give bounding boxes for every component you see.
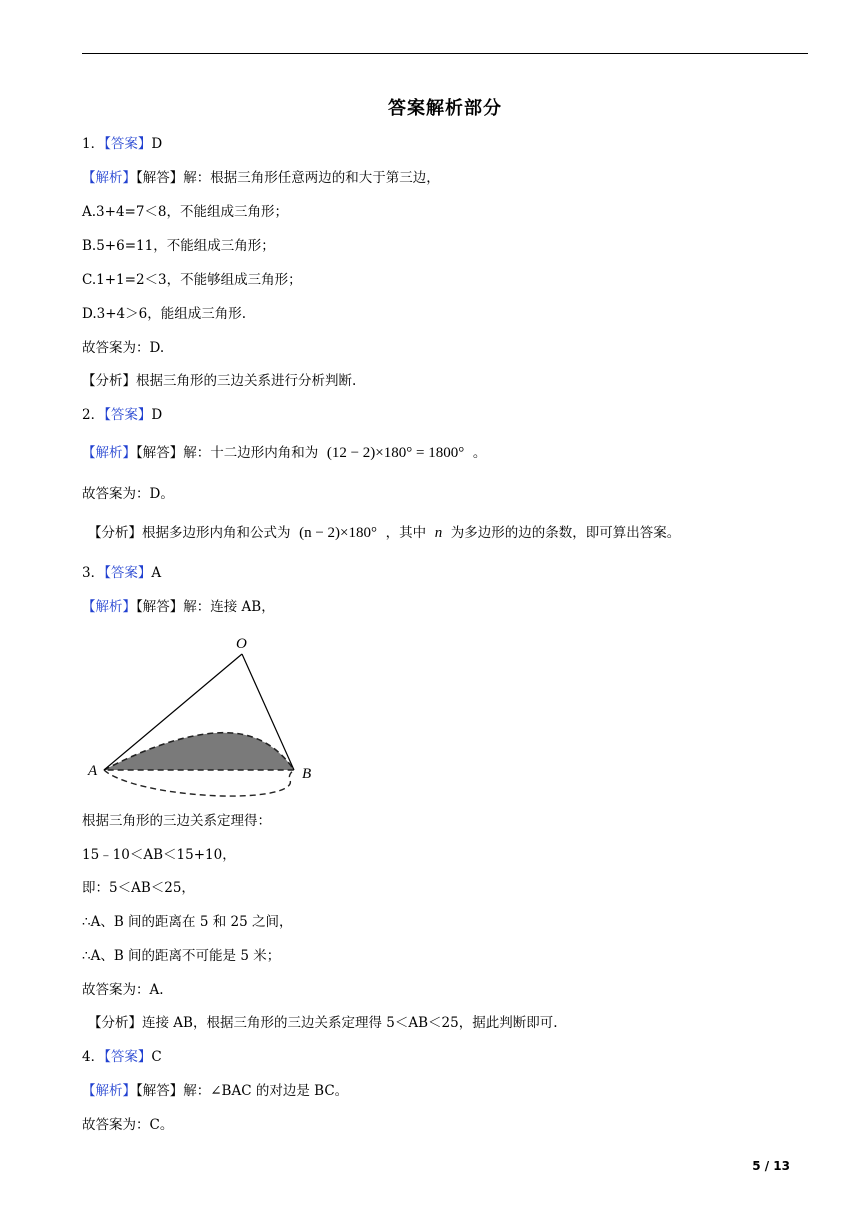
q3-step-5: ∴A、B 间的距离不可能是 5 米； [82,948,281,964]
q3-answer-line [82,564,161,582]
page-number: 5 / 13 [752,1159,790,1173]
q2-after-formula: 。 [472,445,487,461]
q4-answer-label: 【解答】 [136,1083,184,1099]
q3-step-1: 根据三角形的三边关系定理得： [82,813,271,829]
q2-analysis-tag: 【解析】 [82,445,136,461]
q2-analysis-var: n [434,525,443,541]
q4-intro: 解：∠BAC 的对边是 BC。 [183,1083,349,1099]
q2-formula: (12 − 2)×180° = 1800° [326,445,465,461]
q2-analysis [88,524,680,542]
triangle-figure [82,632,322,807]
q1-answer: D [151,136,163,152]
q3-analysis: 【分析】连接 AB，根据三角形的三边关系定理得 5＜AB＜25，据此判断即可. [88,1015,558,1031]
q1-solution-intro [82,169,440,187]
q1-answer-line [82,135,162,153]
q1-analysis-tag: 【解析】 [82,170,136,186]
q1-option-d: D.3+4＞6，能组成三角形. [82,306,247,322]
label-o: O [236,636,247,652]
q3-solution-intro [82,598,275,616]
q2-intro: 解：十二边形内角和为 [183,445,319,461]
q2-analysis-before: 【分析】根据多边形内角和公式为 [88,525,291,541]
q2-number: 2． [82,407,105,423]
q1-answer-label: 【解答】 [136,170,184,186]
q1-number: 1． [82,136,105,152]
page-title: 答案解析部分 [388,98,502,119]
q4-analysis-tag: 【解析】 [82,1083,136,1099]
q1-conclusion: 故答案为：D. [82,340,165,356]
q3-analysis-tag: 【解析】 [82,599,136,615]
q3-step-3: 即：5＜AB＜25， [82,880,195,896]
q2-analysis-formula: (n − 2)×180° [299,525,378,541]
label-b: B [302,766,312,782]
q4-answer-line [82,1048,162,1066]
q2-answer-tag: 【答案】 [104,407,152,423]
q1-answer-tag: 【答案】 [104,136,152,152]
q1-intro: 解：根据三角形任意两边的和大于第三边， [183,170,440,186]
q4-solution [82,1082,348,1100]
label-a: A [88,763,98,779]
q2-conclusion: 故答案为：D。 [82,486,174,502]
lower-dashed-path [104,770,294,796]
q2-answer-label: 【解答】 [136,445,184,461]
q4-answer-tag: 【答案】 [104,1049,152,1065]
shaded-region [104,733,294,770]
q4-answer: C [151,1049,162,1065]
q1-option-b: B.5+6=11，不能组成三角形； [82,238,275,254]
q3-answer-tag: 【答案】 [104,565,152,581]
q1-option-a: A.3+4=7＜8，不能组成三角形； [82,204,289,220]
q2-analysis-after: 为多边形的边的条数，即可算出答案。 [450,525,681,541]
q2-answer: D [151,407,163,423]
q1-analysis: 【分析】根据三角形的三边关系进行分析判断. [82,373,357,389]
q3-step-4: ∴A、B 间的距离在 5 和 25 之间， [82,914,293,930]
q3-step-2: 15﹣10＜AB＜15+10， [82,847,236,863]
q3-answer-label: 【解答】 [136,599,184,615]
q2-solution [82,444,486,462]
q1-option-c: C.1+1=2＜3，不能够组成三角形； [82,272,302,288]
q2-answer-line [82,406,162,424]
q3-step-6: 故答案为：A. [82,982,164,998]
q4-number: 4． [82,1049,105,1065]
q3-number: 3． [82,565,105,581]
q3-answer: A [151,565,162,581]
q2-analysis-mid: ，其中 [385,525,427,541]
header-rule [82,53,808,54]
q3-intro: 解：连接 AB， [183,599,275,615]
q4-conclusion: 故答案为：C。 [82,1117,174,1133]
